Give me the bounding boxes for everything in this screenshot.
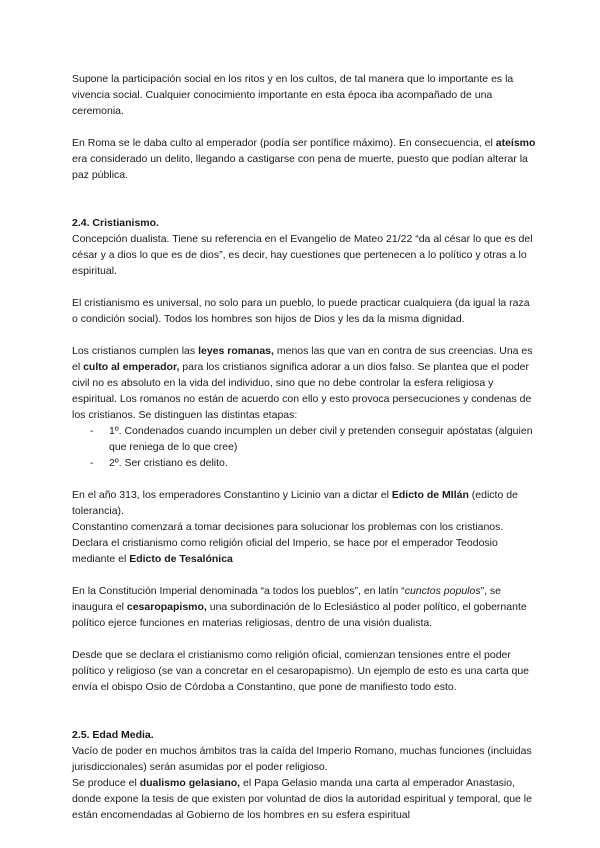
list-item (90, 455, 536, 471)
bold-term-dualismo-gelasiano: dualismo gelasiano, (139, 777, 241, 789)
text-run: una subordinación de lo Eclesiástico al poder político, el gobernante político ejerce funciones en materias religiosas, dentro de una visión dualista. (72, 601, 527, 629)
paragraph-social-rites: Supone la participación social en los ritos y en los cultos, de tal manera que lo importante es la vivencia social. Cualquier conocimiento importante en esta época iba acompañado de una ceremonia. (72, 73, 514, 117)
bold-term-culto-emperador: culto al emperador, (83, 361, 180, 373)
list-item (90, 423, 536, 455)
text-run: era considerado un delito, llegando a castigarse con pena de muerte, puesto que podían alterar la paz pública. (72, 153, 528, 181)
paragraph-roman-laws (72, 343, 536, 423)
text-run: En Roma se le daba culto al emperador (podía ser pontífice máximo). En consecuencia, el (72, 137, 496, 149)
text-run: el Papa Gelasio manda una carta al emperador Anastasio, donde expone la tesis de que existen por voluntad de dios la autoridad espiritual y temporal, que le están encomendadas al Gobierno de los hombres en su esfera espiritual (72, 777, 532, 821)
text-run: menos las que van en contra de sus creencias. Una es el (72, 345, 533, 373)
text-run: En el año 313, los emperadores Constantino y Licinio van a dictar el (72, 489, 392, 501)
text-run: para los cristianos significa adorar a un dios falso. Se plantea que el poder civil no es absoluto en la vida del individuo, sino que no debe controlar la esfera religiosa y espiritual. Los romanos no están de acuerdo con ello y esto provoca persecuciones y condenas de los cristianos. Se distinguen las distintas etapas: (72, 361, 532, 421)
list-item-text: 1º. Condenados cuando incumplen un deber civil y pretenden conseguir apóstatas (alguien que reniega de lo que cree) (109, 425, 533, 453)
paragraph-dualismo-gelasiano (72, 775, 536, 823)
paragraph-edict-milan (72, 487, 536, 567)
heading-cristianismo: 2.4. Cristianismo. (72, 217, 159, 229)
paragraph-power-vacuum: Vacío de poder en muchos ámbitos tras la caída del Imperio Romano, muchas funciones (incluidas jurisdiccionales) serán asumidas por el poder religioso. (72, 745, 532, 773)
text-run: ”, se inaugura el (72, 585, 502, 613)
bold-term-cesaropapismo: cesaropapismo, (126, 601, 207, 613)
text-run: (edicto de tolerancia). (72, 489, 518, 517)
text-run: En la Constitución Imperial denominada “a todos los pueblos”, en latín “ (72, 585, 405, 597)
bold-term-edicto-tesalonica: Edicto de Tesalónica (129, 553, 233, 565)
list-marker: - (90, 457, 94, 469)
text-run: Los cristianos cumplen las (72, 345, 199, 357)
paragraph-dualist-conception: Concepción dualista. Tiene su referencia en el Evangelio de Mateo 21/22 “da al césar lo que es del césar y a dios lo que es de dios”, es decir, hay cuestiones que pertenecen a lo político y otras a lo espiritual. (72, 233, 533, 277)
paragraph-universal: El cristianismo es universal, no solo para un pueblo, lo puede practicar cualquiera (da igual la raza o condición social). Todos los hombres son hijos de Dios y les da la misma dignidad. (72, 297, 530, 325)
bold-term-leyes-romanas: leyes romanas, (198, 345, 274, 357)
list-marker: - (90, 425, 94, 437)
paragraph-cesaropapismo (72, 583, 536, 631)
paragraph-tensions: Desde que se declara el cristianismo como religión oficial, comienzan tensiones entre el poder político y religioso (se van a concretar en el cesaropapismo). Un ejemplo de esto es una carta que envía el obispo Osio de Córdoba a Constantino, que pone de manifiesto todo esto. (72, 649, 529, 693)
text-run: Se produce el (72, 777, 140, 789)
text-run: Constantino comenzará a tomar decisiones para solucionar los problemas con los cristianos. Declara el cristianismo como religión oficial del Imperio, se hace por el emperador Teodosio mediante el (72, 521, 504, 565)
bold-term-ateismo: ateísmo (495, 137, 536, 149)
heading-edad-media: 2.5. Edad Media. (72, 729, 154, 741)
stages-list (72, 423, 536, 471)
italic-term-cunctos-populos: cunctos populos (404, 585, 481, 597)
paragraph-emperor-cult (72, 135, 536, 183)
bold-term-edicto-milan: Edicto de MIlán (391, 489, 469, 501)
list-item-text: 2º. Ser cristiano es delito. (109, 457, 228, 469)
